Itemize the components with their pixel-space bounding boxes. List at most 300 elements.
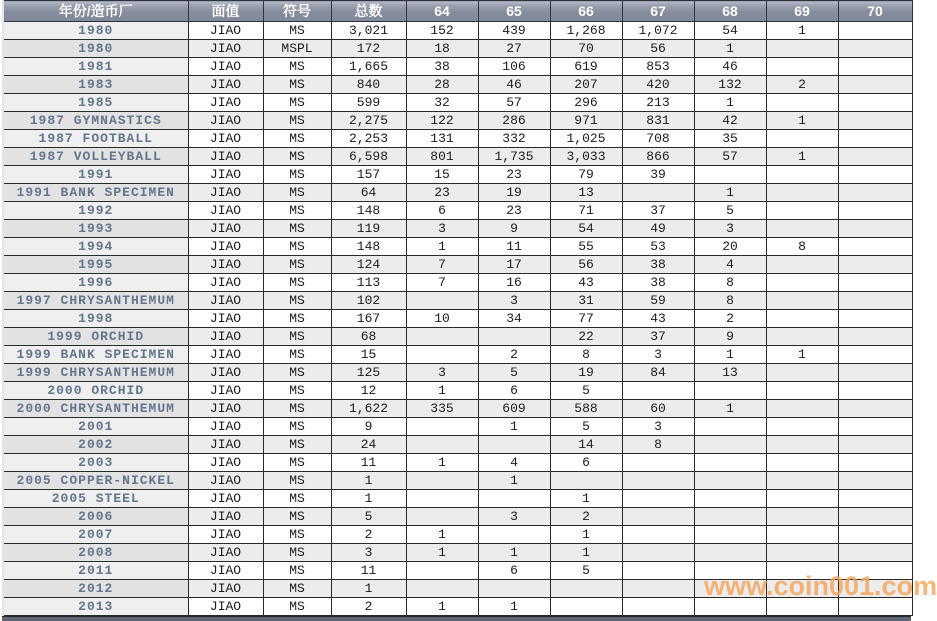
grade-70-cell	[838, 130, 912, 148]
symbol-cell: MS	[263, 472, 331, 490]
total-cell: 157	[331, 166, 406, 184]
symbol-cell: MS	[263, 544, 331, 562]
total-cell: 124	[331, 256, 406, 274]
grade-69-cell	[766, 418, 838, 436]
table-row	[3, 256, 912, 274]
grade-67-cell: 3	[622, 346, 694, 364]
grade-70-cell	[838, 58, 912, 76]
symbol-cell: MS	[263, 328, 331, 346]
grade-66-cell: 6	[550, 454, 622, 472]
grade-67-cell: 866	[622, 148, 694, 166]
year-mint-cell[interactable]: 1980	[3, 40, 188, 58]
total-cell: 1	[331, 490, 406, 508]
grade-64-cell: 7	[406, 274, 478, 292]
denom-cell: JIAO	[188, 238, 263, 256]
column-header-67: 67	[622, 1, 694, 22]
symbol-cell: MS	[263, 526, 331, 544]
grade-66-cell: 3,033	[550, 148, 622, 166]
year-mint-cell[interactable]: 1999 ORCHID	[3, 328, 188, 346]
year-mint-cell[interactable]: 2013	[3, 598, 188, 616]
grade-66-cell: 1	[550, 490, 622, 508]
symbol-cell: MS	[263, 292, 331, 310]
grade-66-cell: 5	[550, 382, 622, 400]
total-cell: 2	[331, 526, 406, 544]
table-row	[3, 490, 912, 508]
grade-67-cell: 213	[622, 94, 694, 112]
grade-68-cell: 42	[694, 112, 766, 130]
year-mint-cell[interactable]: 1996	[3, 274, 188, 292]
table-row	[3, 238, 912, 256]
year-mint-cell[interactable]: 1994	[3, 238, 188, 256]
symbol-cell: MS	[263, 400, 331, 418]
grade-65-cell: 286	[478, 112, 550, 130]
symbol-cell: MS	[263, 112, 331, 130]
grade-65-cell: 34	[478, 310, 550, 328]
grade-67-cell	[622, 490, 694, 508]
year-mint-cell[interactable]: 1995	[3, 256, 188, 274]
symbol-cell: MS	[263, 508, 331, 526]
denom-cell: JIAO	[188, 580, 263, 598]
grade-69-cell	[766, 544, 838, 562]
total-cell: 113	[331, 274, 406, 292]
grade-66-cell: 77	[550, 310, 622, 328]
total-cell: 125	[331, 364, 406, 382]
grade-64-cell	[406, 472, 478, 490]
table-row	[3, 130, 912, 148]
year-mint-cell[interactable]: 1987 FOOTBALL	[3, 130, 188, 148]
table-row	[3, 166, 912, 184]
grade-69-cell	[766, 400, 838, 418]
year-mint-cell[interactable]: 2008	[3, 544, 188, 562]
grade-70-cell	[838, 310, 912, 328]
table-row	[3, 562, 912, 580]
grade-65-cell: 16	[478, 274, 550, 292]
total-cell: 12	[331, 382, 406, 400]
grade-70-cell	[838, 580, 912, 598]
grade-65-cell: 6	[478, 562, 550, 580]
denom-cell: JIAO	[188, 526, 263, 544]
grade-70-cell	[838, 328, 912, 346]
table-row	[3, 400, 912, 418]
table-row	[3, 508, 912, 526]
grade-69-cell	[766, 202, 838, 220]
grade-65-cell: 1	[478, 472, 550, 490]
total-cell: 3	[331, 544, 406, 562]
grade-64-cell: 7	[406, 256, 478, 274]
grade-64-cell: 28	[406, 76, 478, 94]
grade-66-cell: 5	[550, 562, 622, 580]
grade-65-cell: 332	[478, 130, 550, 148]
grade-68-cell: 8	[694, 274, 766, 292]
grade-65-cell: 46	[478, 76, 550, 94]
grade-70-cell	[838, 598, 912, 616]
grade-64-cell: 32	[406, 94, 478, 112]
grade-69-cell	[766, 562, 838, 580]
grade-69-cell	[766, 256, 838, 274]
column-header-69: 69	[766, 1, 838, 22]
denom-cell: JIAO	[188, 22, 263, 40]
grade-69-cell	[766, 130, 838, 148]
grade-65-cell: 5	[478, 364, 550, 382]
grade-67-cell: 708	[622, 130, 694, 148]
grade-68-cell	[694, 598, 766, 616]
grade-68-cell	[694, 526, 766, 544]
table-row	[3, 184, 912, 202]
grade-66-cell: 588	[550, 400, 622, 418]
table-row	[3, 436, 912, 454]
grade-68-cell: 54	[694, 22, 766, 40]
total-cell: 1,622	[331, 400, 406, 418]
year-mint-cell[interactable]: 1998	[3, 310, 188, 328]
total-cell: 599	[331, 94, 406, 112]
grade-66-cell: 14	[550, 436, 622, 454]
grade-64-cell: 1	[406, 238, 478, 256]
grade-70-cell	[838, 508, 912, 526]
table-row	[3, 454, 912, 472]
grade-68-cell: 132	[694, 76, 766, 94]
grade-68-cell	[694, 454, 766, 472]
grade-64-cell: 3	[406, 364, 478, 382]
denom-cell: JIAO	[188, 40, 263, 58]
grade-69-cell	[766, 94, 838, 112]
symbol-cell: MS	[263, 346, 331, 364]
grade-70-cell	[838, 274, 912, 292]
denom-cell: JIAO	[188, 562, 263, 580]
year-mint-cell[interactable]: 1999 BANK SPECIMEN	[3, 346, 188, 364]
year-mint-cell[interactable]: 1987 GYMNASTICS	[3, 112, 188, 130]
year-mint-cell[interactable]: 1983	[3, 76, 188, 94]
year-mint-cell[interactable]: 1999 CHRYSANTHEMUM	[3, 364, 188, 382]
grade-70-cell	[838, 166, 912, 184]
denom-cell: JIAO	[188, 544, 263, 562]
grade-68-cell	[694, 436, 766, 454]
grade-69-cell	[766, 220, 838, 238]
grade-64-cell: 23	[406, 184, 478, 202]
grade-70-cell	[838, 184, 912, 202]
symbol-cell: MS	[263, 454, 331, 472]
year-mint-cell[interactable]: 1991	[3, 166, 188, 184]
year-mint-cell[interactable]: 2012	[3, 580, 188, 598]
year-mint-cell[interactable]: 2005 STEEL	[3, 490, 188, 508]
grade-68-cell: 1	[694, 40, 766, 58]
grade-70-cell	[838, 544, 912, 562]
symbol-cell: MS	[263, 382, 331, 400]
grade-69-cell	[766, 364, 838, 382]
total-cell: 1	[331, 472, 406, 490]
total-cell: 24	[331, 436, 406, 454]
year-mint-cell[interactable]: 2000 ORCHID	[3, 382, 188, 400]
year-mint-cell[interactable]: 1985	[3, 94, 188, 112]
grade-67-cell	[622, 508, 694, 526]
table-row	[3, 58, 912, 76]
grade-67-cell: 37	[622, 328, 694, 346]
grade-69-cell	[766, 166, 838, 184]
grade-64-cell: 131	[406, 130, 478, 148]
grade-65-cell: 1	[478, 598, 550, 616]
grade-67-cell	[622, 472, 694, 490]
total-cell: 5	[331, 508, 406, 526]
total-cell: 11	[331, 562, 406, 580]
grade-69-cell	[766, 526, 838, 544]
grade-67-cell: 38	[622, 274, 694, 292]
table-row	[3, 22, 912, 40]
grade-67-cell: 49	[622, 220, 694, 238]
grade-67-cell: 1,072	[622, 22, 694, 40]
grade-69-cell	[766, 184, 838, 202]
grade-67-cell: 56	[622, 40, 694, 58]
grade-69-cell	[766, 40, 838, 58]
grade-66-cell: 22	[550, 328, 622, 346]
symbol-cell: MS	[263, 202, 331, 220]
header-row	[3, 1, 912, 22]
denom-cell: JIAO	[188, 472, 263, 490]
year-mint-cell[interactable]: 1980	[3, 22, 188, 40]
grade-68-cell: 4	[694, 256, 766, 274]
symbol-cell: MS	[263, 22, 331, 40]
grade-66-cell: 207	[550, 76, 622, 94]
table-row	[3, 94, 912, 112]
grade-66-cell: 5	[550, 418, 622, 436]
grade-70-cell	[838, 454, 912, 472]
denom-cell: JIAO	[188, 112, 263, 130]
grade-65-cell	[478, 580, 550, 598]
grade-68-cell: 9	[694, 328, 766, 346]
grade-69-cell: 8	[766, 238, 838, 256]
table-row	[3, 148, 912, 166]
grade-66-cell: 31	[550, 292, 622, 310]
grade-65-cell: 6	[478, 382, 550, 400]
total-cell: 2	[331, 598, 406, 616]
year-mint-cell[interactable]: 1997 CHRYSANTHEMUM	[3, 292, 188, 310]
denom-cell: JIAO	[188, 436, 263, 454]
grade-68-cell: 5	[694, 202, 766, 220]
grade-70-cell	[838, 562, 912, 580]
grade-65-cell: 17	[478, 256, 550, 274]
grade-66-cell: 71	[550, 202, 622, 220]
total-cell: 119	[331, 220, 406, 238]
symbol-cell: MS	[263, 364, 331, 382]
grade-66-cell: 971	[550, 112, 622, 130]
grade-70-cell	[838, 256, 912, 274]
column-header-symbol: 符号	[263, 1, 331, 22]
grade-67-cell	[622, 454, 694, 472]
grade-64-cell: 122	[406, 112, 478, 130]
column-header-66: 66	[550, 1, 622, 22]
grade-66-cell	[550, 472, 622, 490]
grade-67-cell: 853	[622, 58, 694, 76]
symbol-cell: MS	[263, 148, 331, 166]
grade-65-cell: 9	[478, 220, 550, 238]
total-cell: 9	[331, 418, 406, 436]
table-row	[3, 364, 912, 382]
grade-67-cell	[622, 184, 694, 202]
grade-67-cell: 8	[622, 436, 694, 454]
grade-67-cell	[622, 580, 694, 598]
year-mint-cell[interactable]: 1992	[3, 202, 188, 220]
population-table	[2, 0, 937, 616]
year-mint-cell[interactable]: 1981	[3, 58, 188, 76]
table-row	[3, 76, 912, 94]
grade-67-cell: 39	[622, 166, 694, 184]
symbol-cell: MS	[263, 94, 331, 112]
denom-cell: JIAO	[188, 220, 263, 238]
grade-68-cell: 20	[694, 238, 766, 256]
denom-cell: JIAO	[188, 382, 263, 400]
grade-66-cell: 2	[550, 508, 622, 526]
grade-66-cell: 54	[550, 220, 622, 238]
grade-66-cell: 79	[550, 166, 622, 184]
year-mint-cell[interactable]: 2007	[3, 526, 188, 544]
grade-69-cell: 1	[766, 148, 838, 166]
grade-70-cell	[838, 292, 912, 310]
grade-67-cell: 3	[622, 418, 694, 436]
denom-cell: JIAO	[188, 184, 263, 202]
grade-68-cell: 2	[694, 310, 766, 328]
grade-65-cell: 106	[478, 58, 550, 76]
grade-64-cell	[406, 418, 478, 436]
grade-65-cell: 23	[478, 202, 550, 220]
year-mint-cell[interactable]: 1987 VOLLEYBALL	[3, 148, 188, 166]
grade-66-cell: 70	[550, 40, 622, 58]
year-mint-cell[interactable]: 2003	[3, 454, 188, 472]
grade-69-cell: 2	[766, 76, 838, 94]
denom-cell: JIAO	[188, 598, 263, 616]
total-cell: 68	[331, 328, 406, 346]
grade-64-cell: 1	[406, 382, 478, 400]
denom-cell: JIAO	[188, 94, 263, 112]
grade-65-cell	[478, 490, 550, 508]
year-mint-cell[interactable]: 2006	[3, 508, 188, 526]
grade-65-cell: 4	[478, 454, 550, 472]
year-mint-cell[interactable]: 1993	[3, 220, 188, 238]
grade-65-cell: 23	[478, 166, 550, 184]
grade-64-cell: 152	[406, 22, 478, 40]
grade-68-cell: 1	[694, 184, 766, 202]
denom-cell: JIAO	[188, 490, 263, 508]
grade-68-cell: 35	[694, 130, 766, 148]
grade-67-cell: 59	[622, 292, 694, 310]
grade-69-cell: 1	[766, 112, 838, 130]
grade-69-cell	[766, 310, 838, 328]
symbol-cell: MS	[263, 310, 331, 328]
total-cell: 148	[331, 238, 406, 256]
year-mint-cell[interactable]: 2001	[3, 418, 188, 436]
year-mint-cell[interactable]: 2002	[3, 436, 188, 454]
total-cell: 15	[331, 346, 406, 364]
symbol-cell: MS	[263, 274, 331, 292]
grade-64-cell	[406, 346, 478, 364]
grade-65-cell: 1	[478, 418, 550, 436]
grade-69-cell: 1	[766, 22, 838, 40]
column-header-70: 70	[838, 1, 912, 22]
grade-70-cell	[838, 220, 912, 238]
grade-64-cell	[406, 508, 478, 526]
grade-66-cell	[550, 598, 622, 616]
total-cell: 6,598	[331, 148, 406, 166]
symbol-cell: MSPL	[263, 40, 331, 58]
grade-66-cell: 13	[550, 184, 622, 202]
table-row	[3, 598, 912, 616]
table-row	[3, 220, 912, 238]
year-mint-cell[interactable]: 1991 BANK SPECIMEN	[3, 184, 188, 202]
grade-65-cell: 439	[478, 22, 550, 40]
symbol-cell: MS	[263, 418, 331, 436]
grade-66-cell: 55	[550, 238, 622, 256]
grade-68-cell: 1	[694, 346, 766, 364]
year-mint-cell[interactable]: 2011	[3, 562, 188, 580]
grade-65-cell: 609	[478, 400, 550, 418]
grade-64-cell: 15	[406, 166, 478, 184]
grade-70-cell	[838, 418, 912, 436]
year-mint-cell[interactable]: 2000 CHRYSANTHEMUM	[3, 400, 188, 418]
grade-66-cell: 43	[550, 274, 622, 292]
table-row	[3, 202, 912, 220]
grade-69-cell	[766, 382, 838, 400]
table-row	[3, 580, 912, 598]
denom-cell: JIAO	[188, 346, 263, 364]
grade-64-cell: 3	[406, 220, 478, 238]
table-row	[3, 328, 912, 346]
denom-cell: JIAO	[188, 256, 263, 274]
total-cell: 102	[331, 292, 406, 310]
grade-70-cell	[838, 202, 912, 220]
denom-cell: JIAO	[188, 418, 263, 436]
grade-69-cell	[766, 490, 838, 508]
grade-64-cell: 38	[406, 58, 478, 76]
grade-65-cell	[478, 328, 550, 346]
symbol-cell: MS	[263, 436, 331, 454]
total-cell: 64	[331, 184, 406, 202]
grade-65-cell: 27	[478, 40, 550, 58]
grade-69-cell	[766, 292, 838, 310]
grade-66-cell: 8	[550, 346, 622, 364]
total-cell: 2,253	[331, 130, 406, 148]
grade-67-cell: 43	[622, 310, 694, 328]
grade-70-cell	[838, 238, 912, 256]
grade-64-cell	[406, 328, 478, 346]
grade-68-cell	[694, 418, 766, 436]
grade-68-cell: 1	[694, 94, 766, 112]
column-header-64: 64	[406, 1, 478, 22]
table-body	[3, 22, 937, 616]
grade-66-cell: 1,025	[550, 130, 622, 148]
grade-69-cell	[766, 472, 838, 490]
grade-66-cell: 1	[550, 526, 622, 544]
table-row	[3, 274, 912, 292]
grade-68-cell	[694, 562, 766, 580]
grade-70-cell	[838, 436, 912, 454]
table-row	[3, 382, 912, 400]
grade-68-cell: 3	[694, 220, 766, 238]
grade-67-cell	[622, 544, 694, 562]
grade-64-cell: 1	[406, 454, 478, 472]
denom-cell: JIAO	[188, 166, 263, 184]
grade-70-cell	[838, 148, 912, 166]
grade-65-cell	[478, 436, 550, 454]
watermark: www.coin001.com	[704, 571, 937, 601]
symbol-cell: MS	[263, 256, 331, 274]
grade-70-cell	[838, 490, 912, 508]
denom-cell: JIAO	[188, 148, 263, 166]
table-row	[3, 292, 912, 310]
symbol-cell: MS	[263, 580, 331, 598]
grade-66-cell	[550, 580, 622, 598]
denom-cell: JIAO	[188, 58, 263, 76]
year-mint-cell[interactable]: 2005 COPPER-NICKEL	[3, 472, 188, 490]
grade-67-cell: 53	[622, 238, 694, 256]
grade-68-cell	[694, 544, 766, 562]
grade-66-cell: 1	[550, 544, 622, 562]
